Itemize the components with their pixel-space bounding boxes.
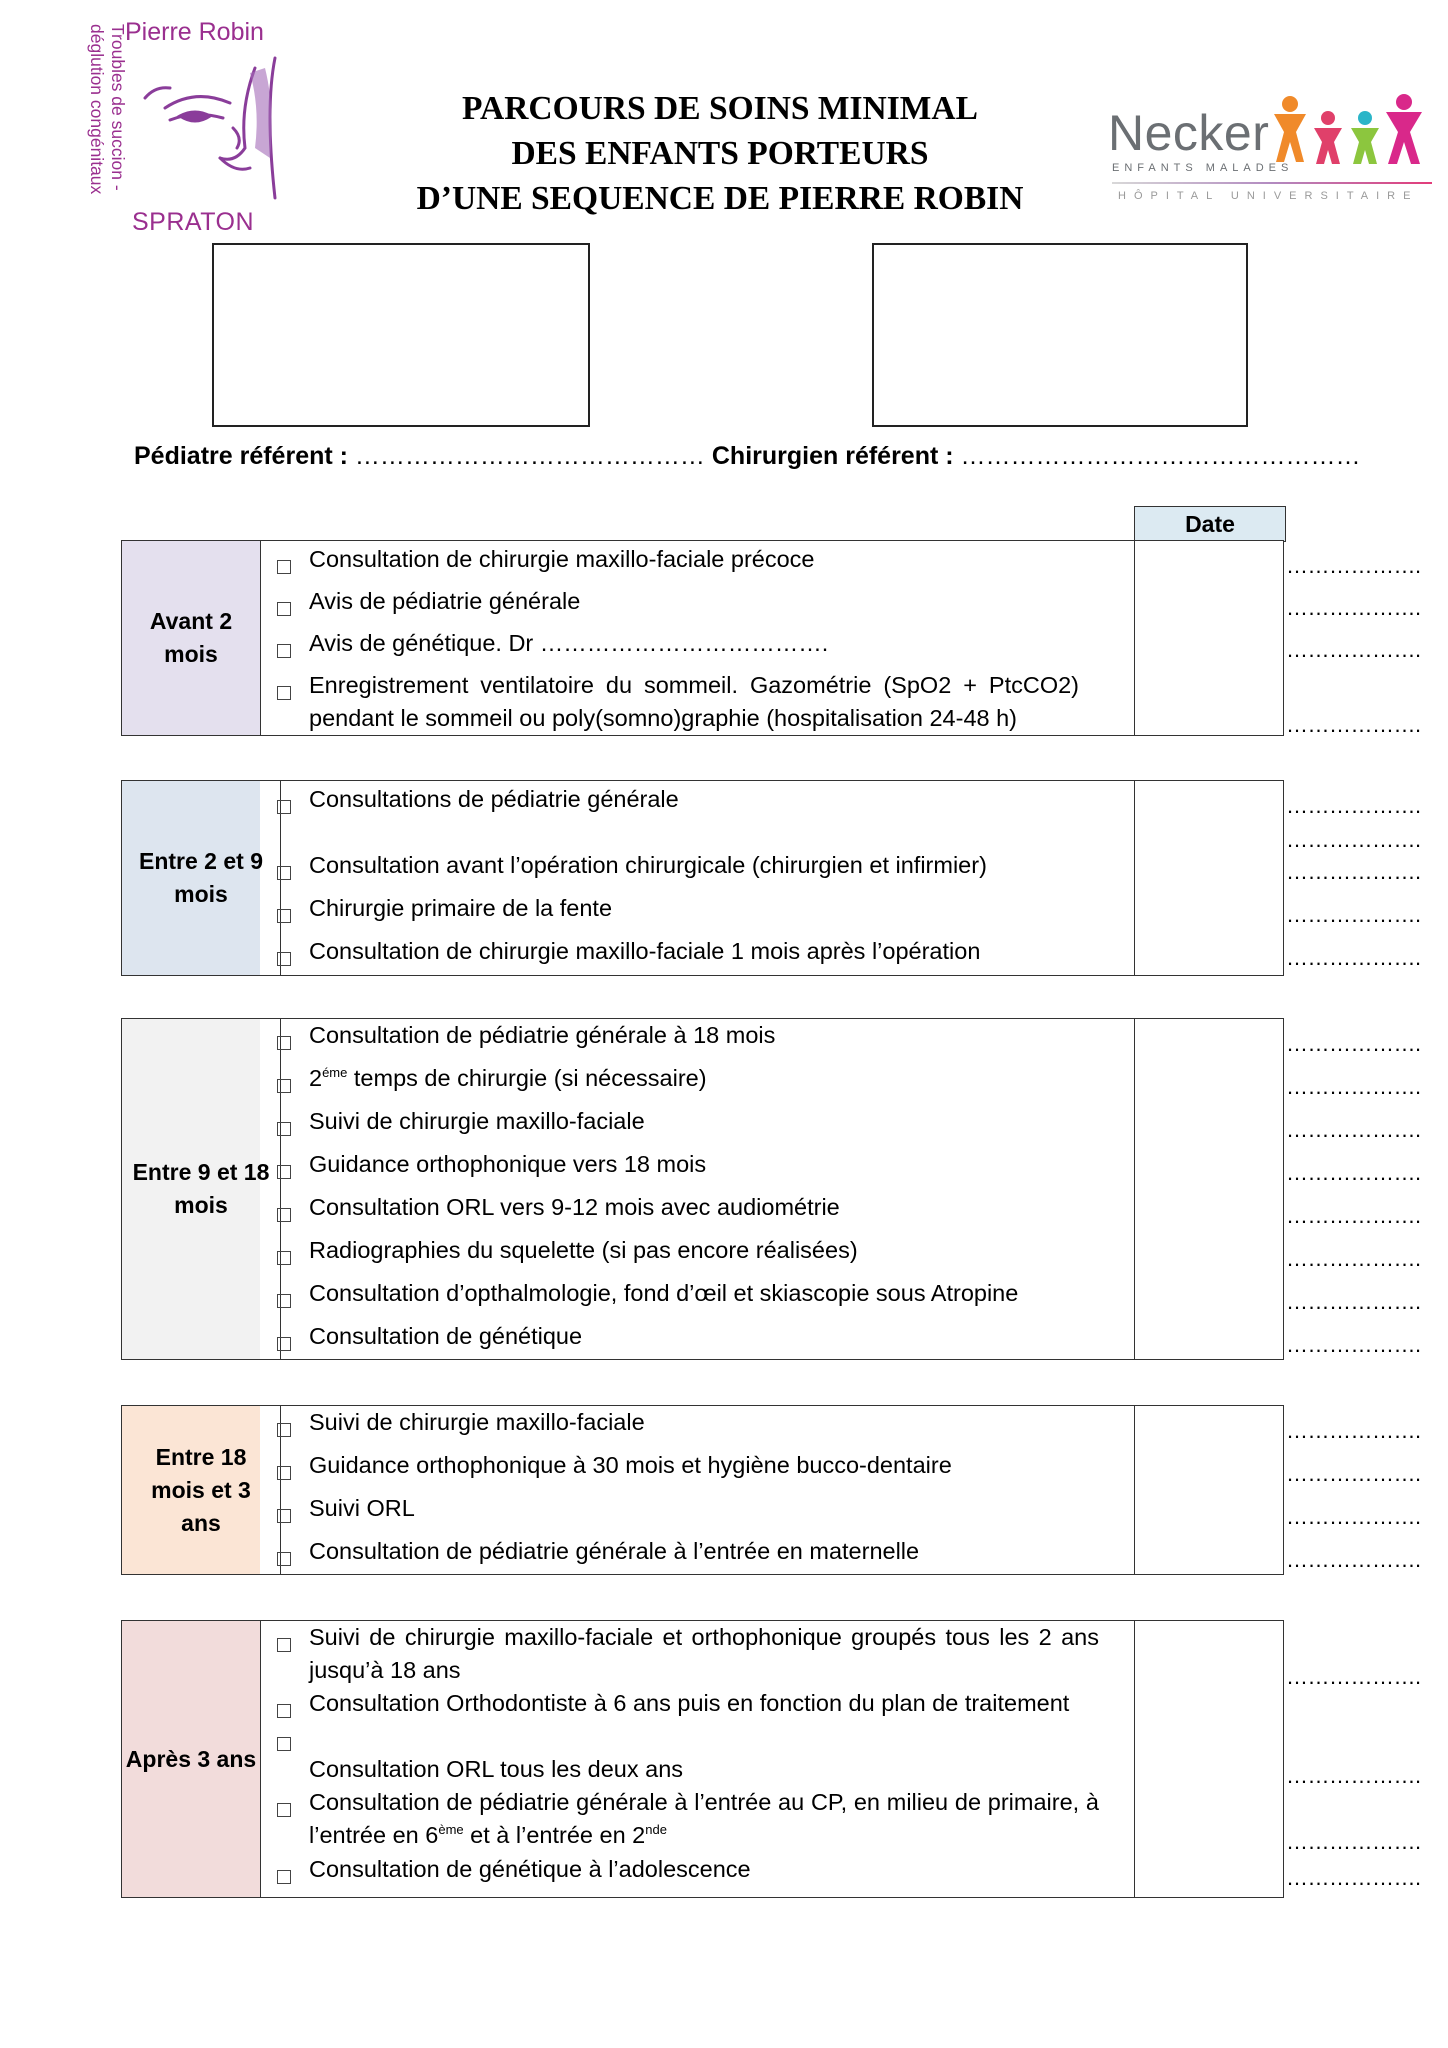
date-field[interactable]: ………………. bbox=[1286, 1031, 1421, 1056]
item-label: Consultation de génétique à l’adolescence bbox=[309, 1856, 751, 1882]
checkbox[interactable] bbox=[277, 560, 291, 574]
item-label: Guidance orthophonique à 30 mois et hygiène bucco-dentaire bbox=[309, 1452, 952, 1478]
date-field[interactable]: ………………. bbox=[1286, 1829, 1421, 1854]
item-label: Suivi ORL bbox=[309, 1495, 415, 1521]
checkbox[interactable] bbox=[277, 1294, 291, 1308]
item-label: Consultation de génétique bbox=[309, 1323, 583, 1349]
checkbox[interactable] bbox=[277, 1079, 291, 1093]
date-field[interactable]: ………………. bbox=[1286, 1504, 1421, 1529]
date-field[interactable]: ………………. bbox=[1286, 1547, 1421, 1572]
checkbox[interactable] bbox=[277, 1165, 291, 1179]
logo-spraton bbox=[70, 14, 300, 240]
checkbox[interactable] bbox=[277, 1803, 291, 1817]
item-label: Suivi de chirurgie maxillo-faciale et orthophonique groupés tous les 2 ans jusqu’à 18 ans bbox=[309, 1624, 1099, 1683]
necker-divider bbox=[1112, 182, 1432, 184]
checkbox[interactable] bbox=[277, 800, 291, 814]
checkbox[interactable] bbox=[277, 1870, 291, 1884]
item-label: Consultation d’opthalmologie, fond d’œil et skiascopie sous Atropine bbox=[309, 1280, 1019, 1306]
item-label: Consultation ORL tous les deux ans bbox=[309, 1756, 684, 1782]
date-column-divider bbox=[1134, 1406, 1135, 1574]
date-field[interactable]: ………………. bbox=[1286, 1246, 1421, 1271]
date-field[interactable]: ………………. bbox=[1286, 793, 1421, 818]
checkbox[interactable] bbox=[277, 1208, 291, 1222]
logo-spraton-text: SPRATON bbox=[132, 208, 255, 236]
checkbox[interactable] bbox=[277, 1337, 291, 1351]
date-field[interactable]: ………………. bbox=[1286, 1418, 1421, 1443]
pediatre-field[interactable]: …………………………………… bbox=[354, 442, 705, 470]
item-label: Consultation de chirurgie maxillo-faciale 1 mois après l’opération bbox=[309, 938, 981, 964]
checkbox[interactable] bbox=[277, 1737, 291, 1751]
checkbox[interactable] bbox=[277, 1466, 291, 1480]
item-label: Consultation Orthodontiste à 6 ans puis en fonction du plan de traitement bbox=[309, 1690, 1070, 1716]
date-field[interactable]: ………………. bbox=[1286, 1203, 1421, 1228]
title-line-2: DES ENFANTS PORTEURS bbox=[511, 135, 929, 172]
page-title bbox=[340, 86, 1100, 221]
chirurgien-label: Chirurgien référent : bbox=[711, 442, 954, 470]
section-avant-2-mois bbox=[121, 540, 1421, 737]
section-label: Avant 2 mois bbox=[122, 541, 261, 735]
referents-line bbox=[134, 442, 1361, 471]
checkbox[interactable] bbox=[277, 1423, 291, 1437]
date-field[interactable]: ………………. bbox=[1286, 1289, 1421, 1314]
checkbox[interactable] bbox=[277, 1638, 291, 1652]
logo-side-text: Troubles de succion - déglution congénitaux bbox=[87, 24, 128, 195]
section-label: Entre 2 et 9 mois bbox=[122, 781, 281, 975]
checkbox[interactable] bbox=[277, 1704, 291, 1718]
photo-box-right[interactable] bbox=[872, 243, 1248, 427]
date-column-divider bbox=[1134, 781, 1135, 975]
checkbox[interactable] bbox=[277, 602, 291, 616]
section-apres-3-ans bbox=[121, 1620, 1421, 1898]
date-column-divider bbox=[1134, 1621, 1135, 1897]
face-sketch-icon bbox=[125, 48, 300, 208]
checkbox[interactable] bbox=[277, 1251, 291, 1265]
date-field[interactable]: ………………. bbox=[1286, 902, 1421, 927]
date-field[interactable]: ………………. bbox=[1286, 595, 1421, 620]
checkbox[interactable] bbox=[277, 686, 291, 700]
necker-hospital-text: HÔPITAL UNIVERSITAIRE bbox=[1118, 190, 1419, 202]
date-field[interactable]: ………………. bbox=[1286, 827, 1421, 852]
item-label: Suivi de chirurgie maxillo-faciale bbox=[309, 1409, 645, 1435]
section-label: Entre 18 mois et 3 ans bbox=[122, 1406, 281, 1574]
date-field[interactable]: ………………. bbox=[1286, 1664, 1421, 1689]
checkbox[interactable] bbox=[277, 1552, 291, 1566]
date-field[interactable]: ………………. bbox=[1286, 1117, 1421, 1142]
item-label: $2^{éme}$ temps de chirurgie (si nécessaire) bbox=[309, 1065, 707, 1091]
section-entre-2-et-9-mois bbox=[121, 780, 1421, 976]
checkbox[interactable] bbox=[277, 909, 291, 923]
item-label: Avis de génétique. Dr ………………………………. bbox=[309, 630, 829, 656]
date-column-divider bbox=[1134, 541, 1135, 735]
children-figures-icon bbox=[1270, 92, 1430, 172]
item-label: Enregistrement ventilatoire du sommeil. Gazométrie (SpO2 + PtcCO2) pendant le sommeil ou poly(somno)graphie (hospitalisation 24-48 h) bbox=[309, 672, 1079, 731]
item-label: Consultations de pédiatrie générale bbox=[309, 786, 679, 812]
date-field[interactable]: ………………. bbox=[1286, 1763, 1421, 1788]
section-label: Après 3 ans bbox=[122, 1621, 261, 1897]
date-column-header: Date bbox=[1134, 506, 1286, 542]
date-field[interactable]: ………………. bbox=[1286, 1461, 1421, 1486]
date-field[interactable]: ………………. bbox=[1286, 553, 1421, 578]
item-label: Consultation de pédiatrie générale à 18 mois bbox=[309, 1022, 776, 1048]
date-field[interactable]: ………………. bbox=[1286, 945, 1421, 970]
checkbox[interactable] bbox=[277, 952, 291, 966]
date-field[interactable]: ………………. bbox=[1286, 1074, 1421, 1099]
item-label: Suivi de chirurgie maxillo-faciale bbox=[309, 1108, 645, 1134]
date-column-divider bbox=[1134, 1019, 1135, 1359]
chirurgien-field[interactable]: ………………………………………… bbox=[960, 442, 1361, 470]
item-label: Radiographies du squelette (si pas encore réalisées) bbox=[309, 1237, 858, 1263]
item-label: Consultation de chirurgie maxillo-faciale précoce bbox=[309, 546, 815, 572]
necker-name: Necker bbox=[1108, 105, 1270, 161]
date-field[interactable]: ………………. bbox=[1286, 637, 1421, 662]
item-label: Chirurgie primaire de la fente bbox=[309, 895, 613, 921]
section-entre-18-mois-et-3-ans bbox=[121, 1405, 1421, 1575]
title-line-1: PARCOURS DE SOINS MINIMAL bbox=[462, 90, 978, 127]
date-field[interactable]: ………………. bbox=[1286, 1865, 1421, 1890]
item-label: Consultation ORL vers 9-12 mois avec audiométrie bbox=[309, 1194, 840, 1220]
photo-box-left[interactable] bbox=[212, 243, 590, 427]
item-label: Guidance orthophonique vers 18 mois bbox=[309, 1151, 707, 1177]
checkbox[interactable] bbox=[277, 1036, 291, 1050]
item-label: Avis de pédiatrie générale bbox=[309, 588, 581, 614]
date-field[interactable]: ………………. bbox=[1286, 859, 1421, 884]
pediatre-label: Pédiatre référent : bbox=[134, 442, 348, 470]
date-field[interactable]: ………………. bbox=[1286, 1160, 1421, 1185]
checkbox[interactable] bbox=[277, 1509, 291, 1523]
section-entre-9-et-18-mois bbox=[121, 1018, 1421, 1360]
item-label: Consultation de pédiatrie générale à l’entrée au CP, en milieu de primaire, à l’entrée en 6ème et à l’entrée en 2nde bbox=[309, 1789, 1099, 1848]
necker-subtitle: ENFANTS MALADES bbox=[1112, 162, 1294, 174]
section-label: Entre 9 et 18 mois bbox=[122, 1019, 281, 1359]
date-field[interactable]: ………………. bbox=[1286, 1332, 1421, 1357]
checkbox[interactable] bbox=[277, 1122, 291, 1136]
logo-necker bbox=[1100, 92, 1440, 212]
checkbox[interactable] bbox=[277, 644, 291, 658]
date-field[interactable]: ………………. bbox=[1286, 712, 1421, 737]
title-line-3: D’UNE SEQUENCE DE PIERRE ROBIN bbox=[416, 180, 1024, 217]
item-label: Consultation avant l’opération chirurgicale (chirurgien et infirmier) bbox=[309, 852, 987, 878]
checkbox[interactable] bbox=[277, 866, 291, 880]
logo-pierre-robin-text: Pierre Robin bbox=[125, 18, 264, 46]
item-label: Consultation de pédiatrie générale à l’entrée en maternelle bbox=[309, 1538, 920, 1564]
